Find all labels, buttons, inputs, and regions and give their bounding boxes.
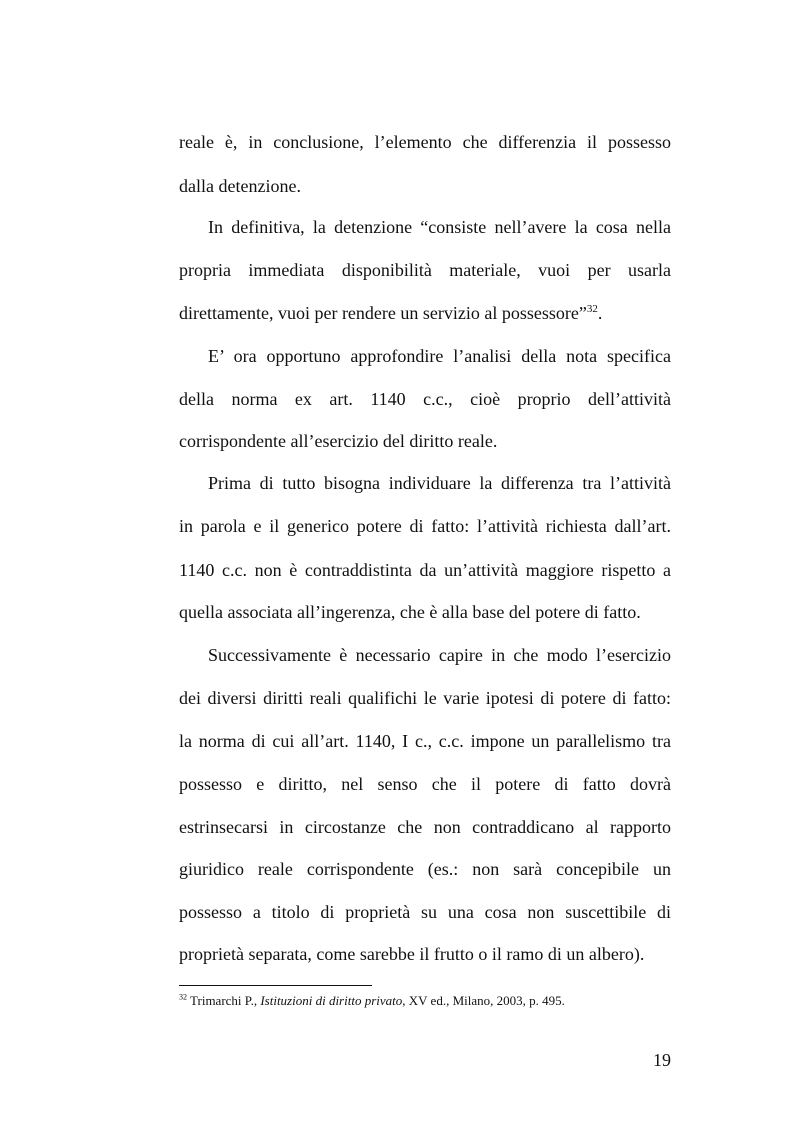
body-line: possesso a titolo di proprietà su una cosa non suscettibile di: [179, 902, 671, 922]
sentence-period: .: [597, 303, 603, 323]
body-line: proprietà separata, come sarebbe il frutto o il ramo di un albero).: [179, 944, 645, 964]
body-line: reale è, in conclusione, l’elemento che differenzia il possesso: [179, 132, 671, 152]
body-line: propria immediata disponibilità materiale, vuoi per usarla: [179, 260, 671, 280]
body-line: 1140 c.c. non è contraddistinta da un’attività maggiore rispetto a: [179, 560, 671, 580]
footnote-number: 32: [179, 992, 187, 1002]
footnote-reference: 32: [586, 303, 598, 315]
body-line: corrispondente all’esercizio del diritto reale.: [179, 431, 498, 451]
paragraph-first-line: E’ ora opportuno approfondire l’analisi della nota specifica: [208, 346, 671, 366]
body-line: la norma di cui all’art. 1140, I c., c.c. impone un parallelismo tra: [179, 731, 671, 751]
body-line: quella associata all’ingerenza, che è alla base del potere di fatto.: [179, 602, 641, 622]
body-line-text: direttamente, vuoi per rendere un servizio al possessore”: [179, 303, 587, 323]
body-line: della norma ex art. 1140 c.c., cioè proprio dell’attività: [179, 389, 671, 409]
footnote-author: Trimarchi P.,: [187, 993, 261, 1008]
footnote-details: , XV ed., Milano, 2003, p. 495.: [402, 993, 565, 1008]
body-line: giuridico reale corrispondente (es.: non sarà concepibile un: [179, 859, 671, 879]
paragraph-first-line: Successivamente è necessario capire in che modo l’esercizio: [208, 645, 671, 665]
body-line: possesso e diritto, nel senso che il potere di fatto dovrà: [179, 774, 671, 794]
page-number: 19: [653, 1050, 671, 1070]
body-line: dalla detenzione.: [179, 176, 301, 196]
footnote-book-title: Istituzioni di diritto privato: [260, 993, 403, 1008]
body-line: dei diversi diritti reali qualifichi le varie ipotesi di potere di fatto:: [179, 688, 671, 708]
body-line-with-footnote-ref: [179, 302, 671, 324]
footnote-separator: [179, 985, 372, 986]
paragraph-first-line: Prima di tutto bisogna individuare la differenza tra l’attività: [208, 473, 671, 493]
footnote: [179, 993, 565, 1009]
body-line: in parola e il generico potere di fatto: l’attività richiesta dall’art.: [179, 516, 671, 536]
body-line: estrinsecarsi in circostanze che non contraddicano al rapporto: [179, 817, 671, 837]
paragraph-first-line: In definitiva, la detenzione “consiste nell’avere la cosa nella: [208, 217, 671, 237]
